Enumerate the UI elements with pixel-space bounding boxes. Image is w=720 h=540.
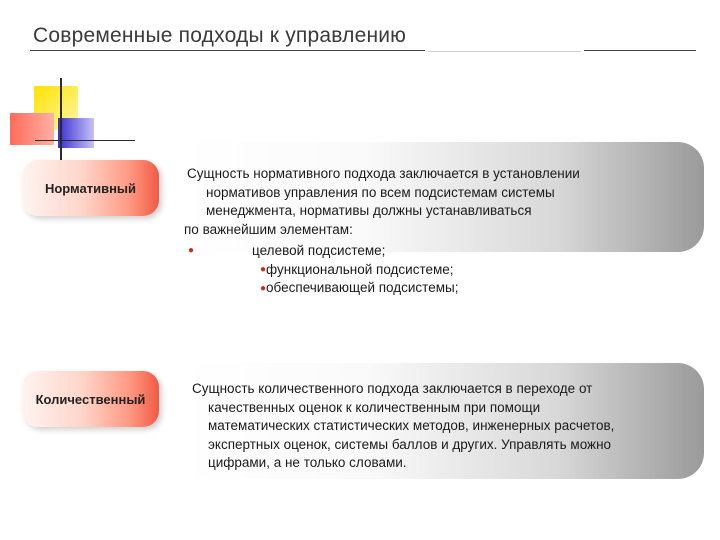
bullet-icon: ● [188,245,195,257]
quantitative-description [192,380,614,473]
quantitative-label: Количественный [35,391,146,407]
list-item: ●функциональной подсистеме; [188,261,458,280]
quantitative-line: экспертных оценок, системы баллов и других. Управлять можно [208,436,612,452]
bullet-icon: ● [260,263,267,275]
normative-line: Сущность нормативного подхода заключается в установлении [187,166,580,181]
quantitative-line: Сущность количественного подхода заключается в переходе от [192,381,593,396]
normative-label: Нормативный [44,180,137,196]
title-underline-gap [428,51,581,52]
normative-line: нормативов управления по всем подсистемам системы [206,184,555,200]
decor-vertical-line [60,78,62,160]
normative-line: менеджмента, нормативы должны устанавливаться [206,203,532,218]
decor-horizontal-line [35,140,135,141]
normative-line: по важнейшим элементам: [184,221,353,237]
list-item: ●обеспечивающей подсистемы; [188,279,458,298]
title-underline-right [584,50,696,51]
normative-description [184,165,580,239]
quantitative-line: математических статистических методов, инженерных расчетов, [208,418,615,433]
bullet-icon: ● [260,282,267,294]
normative-label-box [22,160,159,216]
decor-blue-square [58,118,94,148]
normative-bullet-list [188,242,458,298]
quantitative-label-box [22,371,159,427]
list-item: ● целевой подсистеме; [188,242,458,261]
quantitative-line: качественных оценок к количественным при помощи [208,399,541,415]
slide-title: Современные подходы к управлению [33,24,407,47]
quantitative-line: цифрами, а не только словами. [208,455,407,470]
title-underline [30,50,425,51]
